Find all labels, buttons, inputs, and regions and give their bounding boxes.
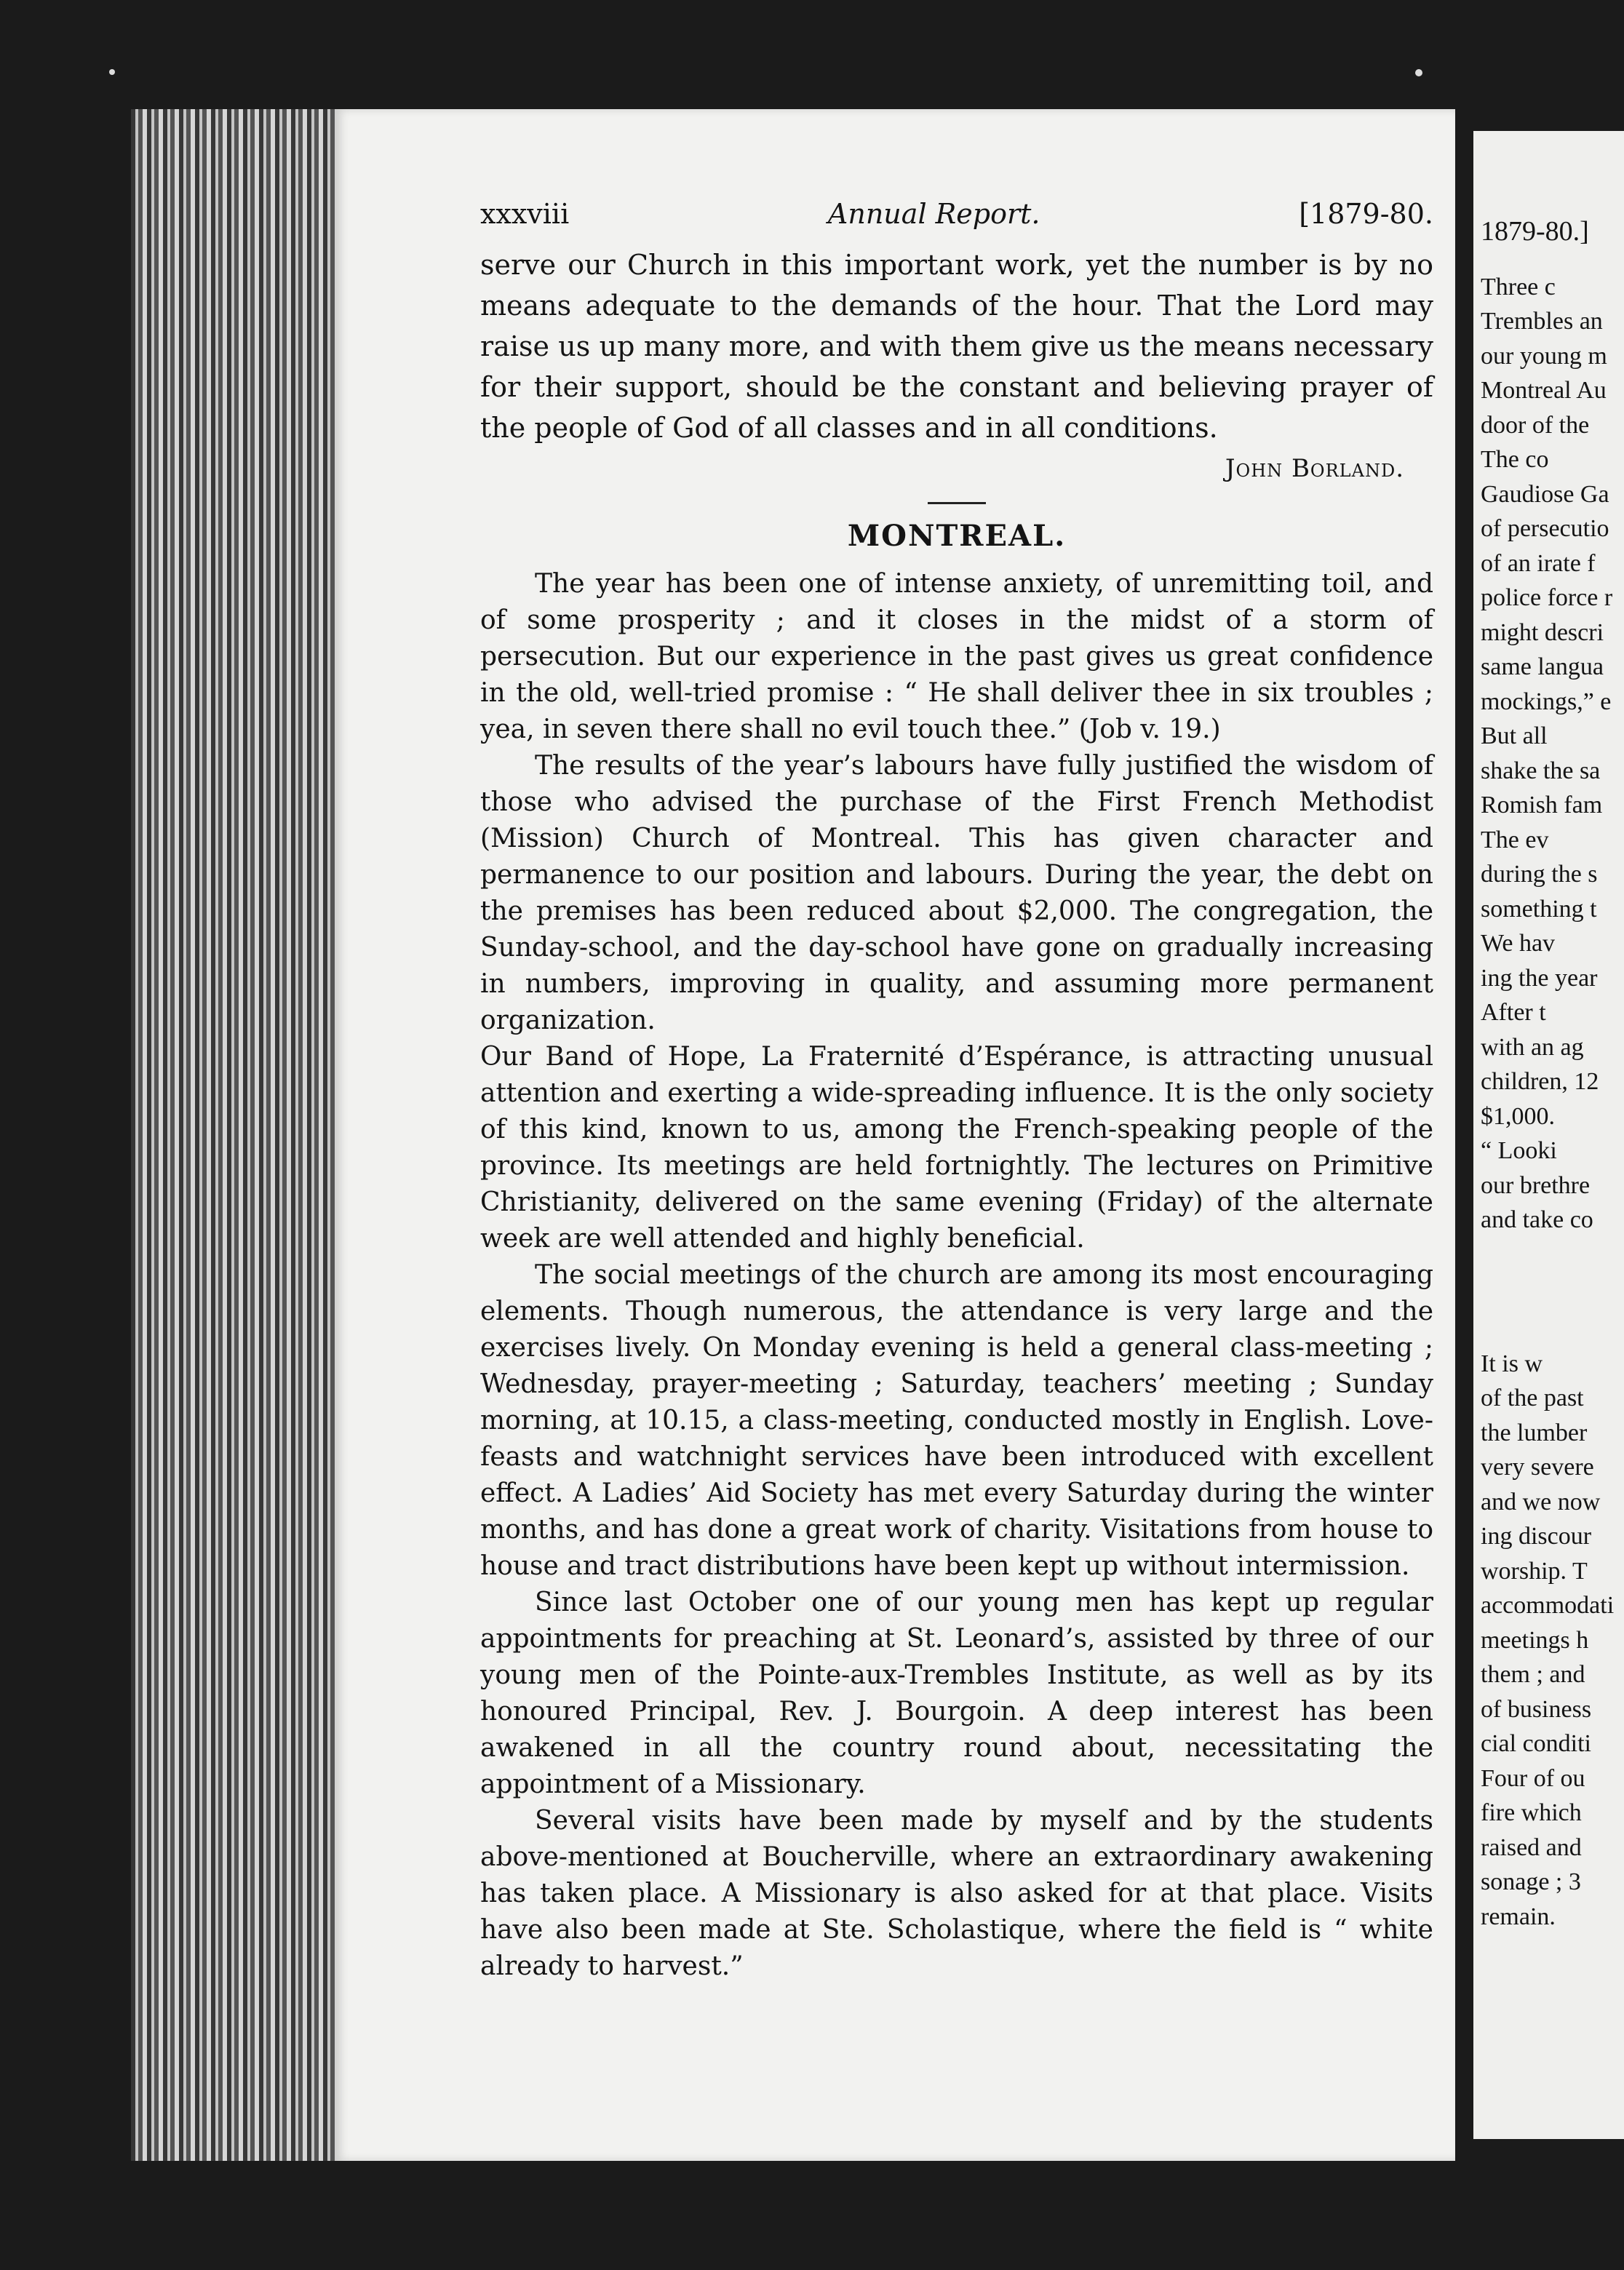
scan-speck	[109, 69, 115, 75]
right-page-line: accommodati	[1481, 1592, 1615, 1619]
right-page-line: Romish fam	[1481, 792, 1603, 819]
right-page-line: $1,000.	[1481, 1102, 1555, 1130]
scan-speck	[1415, 69, 1422, 76]
right-page-line: Montreal Au	[1481, 377, 1607, 404]
paragraph: The results of the year’s labours have fully justified the wisdom of those who advised the purchase of the First French Methodist (Mission) Church of Montreal. This has given character and permanence to our position and labours. During the year, the debt on the premises has been reduced about $2,000. The congregation, the Sunday-school, and the day-school have gone on gradually increasing in numbers, improving in quality, and assuming more permanent organization.	[480, 751, 1433, 1035]
section-heading: MONTREAL.	[847, 519, 1067, 553]
right-page-line: meetings h	[1481, 1626, 1589, 1654]
left-page	[335, 109, 1455, 2161]
right-page-line: ing the year	[1481, 964, 1598, 992]
right-page-header: 1879-80.]	[1481, 216, 1589, 247]
right-page-line: our brethre	[1481, 1171, 1591, 1199]
right-page-line: Four of ou	[1481, 1764, 1585, 1792]
page-number: xxxviii	[480, 198, 570, 230]
right-page-line: children, 12	[1481, 1068, 1599, 1095]
right-page-line: our young m	[1481, 342, 1607, 370]
right-page-line: The co	[1481, 446, 1549, 473]
right-page-line: Trembles an	[1481, 308, 1603, 335]
right-page-line: door of the	[1481, 411, 1590, 439]
right-page-line: fire which	[1481, 1799, 1582, 1826]
paragraph: Since last October one of our young men has kept up regular appointments for preaching at St. Leonard’s, assisted by three of our young men of the Pointe-aux-Trembles Institute, as well as by its honoured Principal, Rev. J. Bourgoin. A deep interest has been awakened in all the country round about, necessitating the appointment of a Missionary.	[480, 1588, 1433, 1799]
right-page-line: Three c	[1481, 273, 1556, 300]
book-page-edges	[131, 109, 349, 2161]
paragraph: The year has been one of intense anxiety, of unremitting toil, and of some prosperity ; and it closes in the midst of a storm of persecution. But our experience in the past gives us great confidence in the old, well-tried promise : “ He shall deliver thee in six troubles ; yea, in seven there shall no evil touch thee.” (Job v. 19.)	[480, 569, 1433, 744]
right-page-line: We hav	[1481, 930, 1556, 957]
right-page-line: The ev	[1481, 826, 1549, 853]
right-page-line: cial conditi	[1481, 1730, 1592, 1757]
right-page-line: remain.	[1481, 1903, 1556, 1930]
right-page-text-bottom	[1473, 1347, 1624, 1935]
right-page-line: of persecutio	[1481, 515, 1609, 542]
intro-paragraph: serve our Church in this important work, yet the number is by no means adequate to the demands of the hour. That the Lord may raise us up many more, and with them give us the means necessary for their support, should be the constant and believing prayer of the people of God of all classes and in all conditions.	[480, 249, 1433, 444]
right-page-line: raised and	[1481, 1833, 1582, 1861]
right-page-text-top	[1473, 270, 1624, 1238]
left-page-content	[480, 198, 1433, 1985]
right-page-line: worship. T	[1481, 1557, 1588, 1585]
right-page-line: during the s	[1481, 861, 1598, 888]
right-page-line: and take co	[1481, 1206, 1593, 1233]
right-page-line: and we now	[1481, 1488, 1601, 1516]
right-page-line: of the past	[1481, 1385, 1584, 1411]
right-page-line: same langua	[1481, 653, 1604, 680]
report-year: [1879-80.	[1299, 198, 1433, 230]
right-page-line: something t	[1481, 895, 1597, 923]
right-page-line: with an ag	[1481, 1033, 1584, 1061]
signature: John Borland.	[1225, 454, 1404, 483]
right-page-line: might descri	[1481, 618, 1604, 646]
right-page-line: them ; and	[1481, 1661, 1585, 1688]
right-page-line: ing discour	[1481, 1523, 1592, 1550]
right-page-line: police force r	[1481, 584, 1613, 611]
right-page-line: But all	[1481, 722, 1548, 749]
right-page-line: sonage ; 3	[1481, 1868, 1581, 1895]
right-page-line: Gaudiose Ga	[1481, 480, 1609, 508]
section-divider	[928, 502, 986, 504]
right-page-gap	[1473, 1238, 1624, 1347]
paragraph: Several visits have been made by myself and by the students above-mentioned at Boucherville, where an extraordinary awakening has taken place. A Missionary is also asked for at that place. Visits have also been made at Ste. Scholastique, where the field is “ white already to harvest.”	[480, 1806, 1433, 1981]
right-page-line: “ Looki	[1481, 1137, 1557, 1164]
running-title: Annual Report.	[827, 198, 1040, 230]
right-page-line: mockings,” e	[1481, 688, 1612, 715]
right-page-line: of business	[1481, 1695, 1592, 1723]
running-header	[480, 198, 1433, 230]
right-page-line: It is w	[1481, 1350, 1543, 1377]
right-page-line: shake the sa	[1481, 757, 1601, 784]
paragraph: The social meetings of the church are among its most encouraging elements. Though numerous, the attendance is very large and the exercises lively. On Monday evening is held a general class-meeting ; Wednesday, prayer-meeting ; Saturday, teachers’ meeting ; Sunday morning, at 10.15, a class-meeting, conducted mostly in English. Love-feasts and watchnight services have been introduced with excellent effect. A Ladies’ Aid Society has met every Saturday during the winter months, and has done a great work of charity. Visitations from house to house and tract distributions have been kept up without intermission.	[480, 1260, 1433, 1581]
right-page-line: the lumber	[1481, 1419, 1588, 1446]
right-page-line: of an irate f	[1481, 549, 1596, 577]
right-page	[1473, 131, 1624, 2139]
right-page-line: very severe	[1481, 1454, 1594, 1481]
right-page-line: After t	[1481, 999, 1546, 1026]
paragraph: Our Band of Hope, La Fraternité d’Espérance, is attracting unusual attention and exerting a wide-spreading influence. It is the only society of this kind, known to us, among the French-speaking people of the province. Its meetings are held fortnightly. The lectures on Primitive Christianity, delivered on the same evening (Friday) of the alternate week are well attended and highly beneficial.	[480, 1042, 1433, 1254]
